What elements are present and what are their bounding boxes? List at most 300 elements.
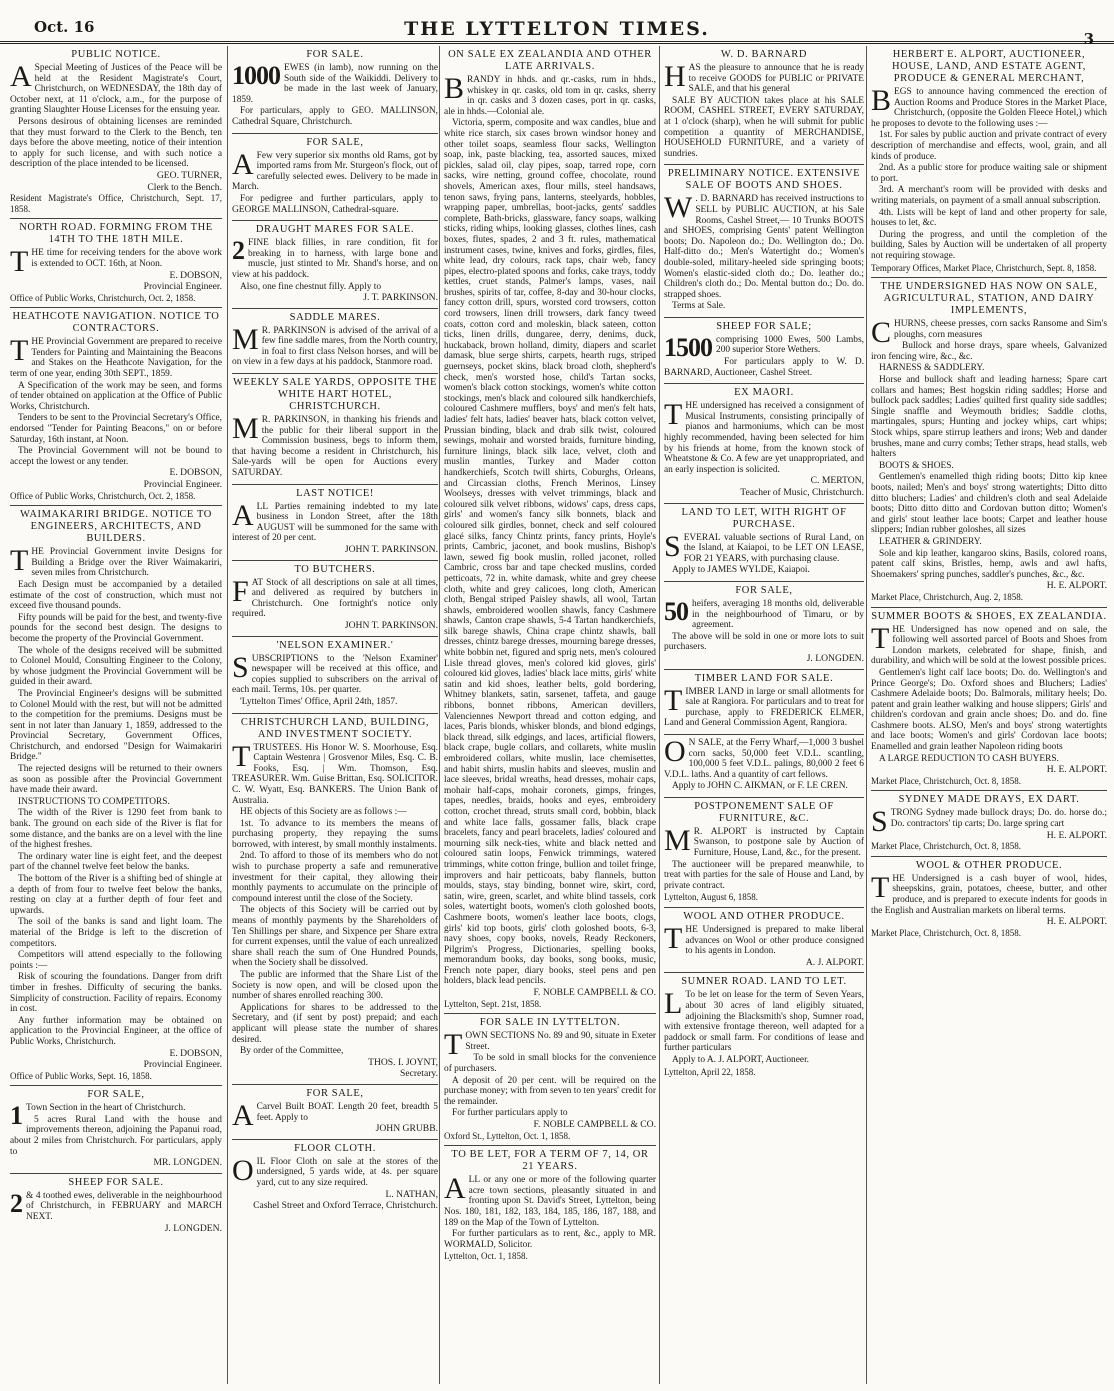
paragraph-text: heifers, averaging 18 months old, deliverable in the neighbourhood of Timaru, or by agreement. [692, 598, 864, 631]
advertiser-signature: L. NATHAN, [385, 1188, 438, 1200]
advertisement-heading: SHEEP FOR SALE; [716, 320, 812, 332]
advertisement-heading: FOR SALE. [306, 49, 364, 60]
advertisement-paragraph: For particulars, apply to GEO. MALLINSON, Cathedral Square, Christchurch. [232, 106, 438, 127]
advertisement [664, 46, 864, 165]
advertisement-body [664, 398, 864, 475]
drop-capital: A [232, 1098, 254, 1132]
advertisement-paragraph: A LARGE REDUCTION TO CASH BUYERS. [879, 753, 1059, 764]
paragraph-text: HURNS, cheese presses, corn sacks Ransome and Sim's ploughs, corn measures [894, 319, 1107, 340]
advertisement-paragraph: Applications for shares to be addressed to the Secretary, and (if sent by post) prepaid; and each applicant will please state the number of shares desired. [232, 1002, 438, 1045]
advertisement-heading: WEEKLY SALE YARDS, OPPOSITE THE WHITE HART HOTEL, CHRISTCHURCH. [232, 377, 438, 413]
paragraph-text: TRUSTEES. His Honor W. S. Moorhouse, Esq. Captain Westenra | Grosvenor Miles, Esq. C. B. Fooks, Esq. | Wm. Thomson, Esq. TREASURER. Wm. Guise Brittan, Esq. SOLICITOR. C. W. Wyatt, Esq. BANKERS. The Union Bank of Australia. [232, 742, 438, 806]
drop-capital: M [664, 823, 691, 857]
advertisement [10, 1174, 222, 1238]
advertisement-heading: FOR SALE, [87, 1089, 145, 1101]
advertisement-paragraph: Apply to JAMES WYLDE, Kaiapoi. [672, 565, 810, 576]
advertisement [232, 309, 438, 374]
drop-capital: 2 [10, 1188, 22, 1218]
advertisement-heading: TO BUTCHERS. [294, 563, 376, 575]
advertisement-body [871, 870, 1107, 916]
paragraph-text: comprising 1000 Ewes, 500 Lambs, 200 superior Store Wethers. [716, 334, 864, 356]
advertisement-heading: FOR SALE, [306, 136, 364, 148]
advertisement-paragraph: SALE BY AUCTION takes place at his SALE ROOM, CASHEL STREET, EVERY SATURDAY, at 1 o'clock (sharp), when he will submit for public competition a quantity of MERCHANDISE, HOUSEHOLD FURNITURE, and a variety of sundries. [664, 95, 864, 159]
dateline: Office of Public Works, Christchurch, Oct. 2, 1858. [10, 292, 196, 303]
advertisement-paragraph: To be sold in small blocks for the convenience of purchasers. [444, 1053, 656, 1075]
advertisement-paragraph [444, 72, 656, 117]
advertiser-signature: JOHN GRUBB. [375, 1123, 438, 1135]
dateline: Market Place, Christchurch, Oct. 8, 1858. [871, 841, 1021, 852]
paragraph-text: R. PARKINSON, in thanking his friends and the public for their liberal support in the Commission business, begs to inform them, that having become a resident in Christchurch, his Sale-yards will be open for Auctions every SATURDAY. [232, 415, 438, 479]
advertiser-signature: C. MERTON, [810, 475, 864, 487]
advertisement-paragraph [232, 574, 438, 620]
drop-capital: T [10, 544, 29, 578]
advertisement-heading: THE UNDERSIGNED HAS NOW ON SALE, AGRICULTURAL, STATION, AND DAIRY IMPLEMENTS, [880, 281, 1098, 317]
advertisement-paragraph [444, 1028, 656, 1062]
advertisement-heading: CHRISTCHURCH LAND, BUILDING, AND INVESTMENT SOCIETY. [240, 716, 430, 740]
paragraph-text: EVERAL valuable sections of Rural Land, on the Island, at Kaiapoi, to be LET ON LEASE, FOR 21 YEARS, with purchasing clause. [683, 532, 864, 564]
paragraph-text: HE Undersigned is prepared to make liberal advances on Wool or other produce consigned to his agents in London. [685, 925, 864, 957]
advertisement-paragraph: 'Lyttelton Times' Office, April 24th, 1857. [240, 696, 398, 707]
drop-capital: O [664, 734, 686, 768]
advertisement-heading: PRELIMINARY NOTICE. EXTENSIVE SALE OF BOOTS AND SHOES. [667, 168, 861, 192]
advertisement-paragraph [232, 147, 438, 193]
dateline: Office of Public Works, Christchurch, Oct. 2, 1858. [10, 490, 196, 501]
advertisement-paragraph: Victoria, sperm, composite and wax candles, blue and white rice starch, six cases brown windsor honey and other toilet soaps, seamless flour sacks, Wellington soap, ink, paste blacking, tea, assorted sauces, mixed pickles, salad oil, clay pipes, soap, tarred rope, corn sacks, wire netting, ground coffee, chocolate, round shovels, American axes, flour mills, steel handsaws, tenon saws, frying pans, lanterns, steelyards, hobbles, wrapping paper, umbrellas, boot-jacks, gents' saddles complete, Bath-bricks, glassware, fancy soaps, walking sticks, riding whips, looking glasses, clothes lines, cash boxes, flutes, spades, 2 and 3 ft. rules, mathematical instrument cases, twine, knives and forks, girdles, files, white lead, dry colours, rack taps, chair web, fancy pipes, electro-plated spoons and forks, cake trays, toddy kettles, cruet stands, Palmer's lamps, vases, nail brushes, spirits of tar, coffee, 8-day and 30-hour clocks, fancy cotton drill, spurs, worsted cord trowsers, cotton cord trowsers, linen drill trowsers, dark fancy tweed coats, cotton cord and moleskin, black sateen, cotton ticks, linen drills, dungaree, derry, denims, duck, huckaback, brown holland, dimity, diapers and scarlet damask, blue serge shirts, carpets, hearth rugs, striped guernseys, pocket skins, black broad cloth, shepherd's check, men's worsted hose, child's Tartan socks, women's black cotton stockings, women's white cotton stockings, men's black and coloured silk handkerchiefs, coloured Cashmere mufflers, boys' and men's felt hats, ladies' felt hats, ladies' beaver hats, black cotton velvet, Prussian binding, black and drab silk twist, coloured sewings, mohair and worsted braids, furniture binding, furniture linings, black silk lace, velvet, cloth and muslin mantles, Turkey and Mader cotton handkerchiefs, Scotch twill shirts, Coburghs, Orleans, and Circassian cloths, French Merinos, Linsey Woolseys, dresses with velvet trimmings, black and coloured silk velvet ribbons, widows' caps, dress caps, girls' and women's fancy silk bonnets, black and coloured silk girdles, bonnet, check and self coloured glacé silks, fancy Chintz prints, fancy prints, Hoyle's prints, Cambric, jaconet, and book muslins, Bishop's lawn, sewed fig book muslin, rolled jaconet, rolled Cambric, cross bar and tape checked muslins, corded petticoats, 72 in. white damask, white and grey cheese cloth, white and grey calicoes, long cloth, American cloth, Bengal striped Paisley shawls, all wool, Tartan shawls, embroidered woollen shawls, fancy Cashmere shawls, Canton crape shawls, 5-4 Tartan handkerchiefs, silk barege shawls, China crape chintz shawls, ball dresses, chintz barege dresses, mourning barege dresses, white bobbin net, figured and sprig nets, men's coloured Lisle thread gloves, men's colored kid gloves, girls' coloured kid gloves, ladies' black lace mitts, girls' white satin and kid shoes, leather belts, gold bordering, Whitney blankets, satin, sarsenet, taffeta, and gauge ribbons, bonnet ribbons, American devillers, Valenciennes Newport thread and cotton edging, and laces, Paris blonds, whisker blonds, and blond edgings, black thread, silk edgings, and laces, artificial flowers, black crape, bugle collars, and collarets, white muslin embroidered collars, white muslin, lace chemisettes, and habit shirts, muslin habits and sleeves, muslin and lace sleeves, bridal wreaths, head dresses, mohair caps, mohair half-caps, mohair coronets, gimps, fringes, tapes, needles, braids, hooks and eyes, embroidery cotton, crochet thread, struts small cord, bobbin, black and white lace falls, gossamer falls, black crape bracelets, fancy and pearl bracelets, ladies' coloured and mourning silk neck-ties, white and black netted and coloured satin loops, Fenwick trimmings, watered trimmings, white cotton fringe, bullion and toilet fringe, improvers and hair petticoats, baby flannels, button moulds, stays, stay binding, bonnet wire, skirt, cord, satin, wire, green, scarlet, and white blind tassels, cork soles, watertight boots, women's cloth goloshed boots, Cashmere boots, women's leather lace boots, clogs, girls' kid top boots, girls' cloth goloshed boots, 6-3, navy shoes, copy books, novels, Ready Reckoners, Pilgrim's Progress, Dictionaries, spelling books, memorandum books, day books, song books, music, French note paper, diary books, steel pens and pen holders, black lead pencils. [444, 118, 656, 987]
advertisement-paragraph: 2nd. To afford to those of its members who do not wish to purchase property a safe and remunerative investment for their capital, they allowing their monthly payments to accumulate on the principle of compound interest until the close of the Society. [232, 851, 438, 904]
advertisement-heading: FOR SALE IN LYTTELTON. [479, 1017, 621, 1029]
dateline: Lyttelton, Sept. 21st, 1858. [444, 998, 542, 1009]
advertisement-paragraph: The auctioneer will be prepared meanwhile, to treat with parties for the sale of House and Land, by private contract. [664, 859, 864, 891]
advertisement-paragraph [232, 498, 438, 544]
drop-capital: T [664, 683, 683, 717]
advertisement-paragraph: Bullock and horse drays, spare wheels, Galvanized iron fencing wire, &c., &c. [871, 341, 1107, 362]
paragraph-text: Few very superior six months old Rams, got by imported rams from Mr. Sturgeon's flock, out of carefully selected ewes. Delivery to be made in March. [232, 150, 438, 193]
paragraph-text: TRONG Sydney made bullock drays; Do. do. horse do.; Do. contractors' tip carts; Do. large spring cart [890, 808, 1107, 830]
advertisement-body [664, 529, 864, 576]
advertisement-body [664, 683, 864, 729]
advertisement [664, 798, 864, 908]
advertisement-body [232, 739, 438, 1057]
paragraph-text: HE undersigned has received a consignment of Musical Instruments, consisting principally of pianos and harmoniums, which can be most highly recommended, having been selected for him by his friends at home, from the known stock of Wheatstone & Co. A few are yet unappropriated, and an early inspection is solicited. [664, 401, 864, 475]
advertisement [664, 384, 864, 503]
drop-capital: 1000 [232, 61, 280, 90]
advertisement-heading: HEATHCOTE NAVIGATION. NOTICE TO CONTRACTORS. [12, 311, 220, 335]
paragraph-text: R. PARKINSON is advised of the arrival of a few fine saddle mares, from the North country, in foal to first class Nelson horses, and will be on view in a few days at his paddock, Stanmore road. [232, 325, 438, 368]
advertisement-paragraph: 5 acres Rural Land with the house and improvements thereon, adjoining the Papanui road, about 2 miles from Christchurch. For particulars, apply to [10, 1114, 222, 1157]
dateline: Market Place, Christchurch, Oct. 8, 1858. [871, 775, 1021, 786]
advertisement [232, 221, 438, 309]
advertiser-signature: H. E. ALPORT. [1046, 580, 1107, 592]
advertisement-paragraph: BOOTS & SHOES. [879, 460, 954, 471]
advertisement-paragraph [232, 238, 438, 280]
advertisement-paragraph: 1st. To advance to its members the means of purchasing property, they repaying the sums borrowed, with interest, by small monthly instalments. [232, 818, 438, 850]
dateline: Oxford St., Lyttelton, Oct. 1, 1858. [444, 1130, 571, 1141]
advertisement-paragraph: Each Design must be accompanied by a detailed estimate of the cost of construction, which must not exceed five thousand pounds. [10, 579, 222, 612]
advertisement-paragraph: Competitors will attend especially to the following points :— [10, 950, 222, 971]
advertisement-heading: LAND TO LET, WITH RIGHT OF PURCHASE. [681, 506, 847, 530]
advertisement-paragraph: Gentlemen's light calf lace boots; Do. do. Wellington's and Prince George's; Do. Oxford shoes and Bluchers; Ladies' Cashmere Adelaide boots; Do. Balmorals, military heels; Do. patent and grain leather walking and house slippers; Girls' and children's cordovan and grain ancle shoes; Do. and do. fine Cashmere boots. ALSO, Men's and boys' strong watertights and lace boots; Women's and girls' Cordovan lace boots; Enamelled and grain leather Napoleon riding boots [871, 667, 1107, 753]
column-4 [659, 46, 868, 1384]
advertisement-body [232, 238, 438, 292]
advertiser-signature: H. E. ALPORT. [1046, 916, 1107, 928]
advertisement-body [232, 147, 438, 216]
advertisement-paragraph: Any further information may be obtained on application to the Provincial Engineer, at the office of Public Works, Christchurch. [10, 1015, 222, 1047]
advertisement-paragraph: HARNESS & SADDLERY. [879, 363, 985, 374]
dateline: Lyttelton, Oct. 1, 1858. [444, 1251, 528, 1262]
drop-capital: 2 [232, 236, 244, 266]
advertiser-signature: H. E. ALPORT. [1046, 764, 1107, 776]
advertisement-paragraph: For further particulars as to rent, &c., apply to MR. WORMALD, Solicitor. [444, 1229, 656, 1250]
advertisement-paragraph: Sole and kip leather, kangaroo skins, Basils, colored roans, patent calf skins, Bristles, hemp, awls and awl hafts, Shoemakers' spring punches, saddler's punches, &c., &c. [871, 548, 1107, 580]
drop-capital: A [232, 498, 254, 532]
advertisement [10, 46, 222, 219]
paragraph-text: HE Provincial Government are prepared to receive Tenders for Painting and Maintaining the Beacons and Stakes on the Heathcote Navigation, for the term of one year, ending 30th SEPT., 1859. [10, 337, 222, 380]
advertisement-heading: EX MAORI. [734, 387, 794, 399]
drop-capital: M [232, 322, 259, 356]
advertisement [232, 637, 438, 714]
paragraph-text: HE Undersigned has now opened and on sale, the following well assorted parcel of Boots and Shoes from London markets, celebrated for shape, finish, and durability, and which will be sold at the lowest possible prices. [871, 624, 1107, 667]
advertiser-signature: Provincial Engineer. [143, 479, 222, 490]
advertisement-body [444, 1172, 656, 1250]
advertisement [444, 1014, 656, 1146]
advertisement-heading: TIMBER LAND FOR SALE. [694, 672, 834, 684]
advertisement-heading: 'NELSON EXAMINER.' [276, 639, 394, 651]
paragraph-text: LL Parties remaining indebted to my late business in London Street, after the 18th AUGUST will be summoned for the same with interest of 20 per cent. [232, 501, 438, 544]
advertiser-signature: F. NOBLE CAMPBELL & CO. [533, 1119, 656, 1130]
paragraph-text: Carvel Built BOAT. Length 20 feet, breadth 5 feet. Apply to [256, 1101, 438, 1123]
advertisement-body [664, 922, 864, 957]
column-5 [866, 46, 1111, 1384]
advertisement-paragraph [444, 1172, 656, 1228]
advertisement-paragraph: The public are informed that the Share List of the Society is now open, and will be closed upon the number of shares enrolled reaching 300. [232, 970, 438, 1002]
masthead [0, 0, 1114, 48]
advertisement [871, 46, 1107, 278]
advertisement-paragraph: Tenders to be sent to the Provincial Secretary's Office, endorsed "Tender for Painting Beacons," on or before Saturday, 16th instant, at Noon. [10, 413, 222, 445]
advertisement-paragraph: The bottom of the River is a shifting bed of shingle at a depth of from four to twelve feet below the banks, resting on clay at a further depth of four feet and upwards. [10, 874, 222, 916]
advertisement-paragraph [664, 332, 864, 362]
advertisement [232, 374, 438, 485]
advertisement [232, 46, 438, 134]
drop-capital: A [10, 60, 32, 93]
advertisement-heading: SUMMER BOOTS & SHOES, EX ZEALANDIA. [871, 610, 1107, 622]
advertisement-body [232, 574, 438, 620]
advertisement-paragraph: By order of the Committee, [240, 1046, 344, 1057]
advertiser-signature: JOHN T. PARKINSON. [344, 544, 438, 555]
advertisement-paragraph [232, 412, 438, 479]
advertisement [664, 670, 864, 735]
advertisement-paragraph [664, 60, 864, 95]
advertisement-paragraph [664, 683, 864, 729]
paragraph-text: R. ALPORT is instructed by Captain Swanson, to postpone sale by Auction of Furniture, House, Land, &c., for the present. [693, 826, 864, 859]
paragraph-text: To be let on lease for the term of Seven Years, about 30 acres of land eligibly situated, adjoining the Blacksmith's shop, Sumner road, with extensive frontage thereon, well adapted for a paddock or small farm. For conditions of lease and further particulars [664, 990, 864, 1054]
drop-capital: H [664, 60, 686, 93]
advertisement-paragraph [664, 922, 864, 957]
advertisement-paragraph: 1st. For sales by public auction and private contract of every description of merchandise and effects, wool, grain, and all kinds of produce. [871, 130, 1107, 162]
advertiser-signature: Cashel Street and Oxford Terrace, Christchurch. [253, 1200, 438, 1212]
advertisement [232, 561, 438, 637]
advertisement-paragraph: For particulars apply to W. D. BARNARD, Auctioneer, Cashel Street. [664, 357, 864, 378]
advertiser-signature: Teacher of Music, Christchurch. [740, 487, 864, 498]
advertisement [232, 1085, 438, 1140]
advertisement-body [664, 734, 864, 792]
advertisement-body [10, 1103, 222, 1157]
paragraph-text: EGS to announce having commenced the erection of Auction Rooms and Produce Stores in the Market Place, Christchurch, (opposite the Golden Fleece Hotel,) which he proposes to devote to the following uses :— [871, 87, 1107, 129]
advertisement-paragraph: For further particulars apply to [452, 1108, 568, 1119]
advertisement-paragraph: The rejected designs will be returned to their owners as soon as possible after the Provincial Government have made their award. [10, 764, 222, 796]
advertisement-body [232, 322, 438, 368]
advertisement-paragraph: 4th. Lists will be kept of land and other property for sale, houses to let, &c. [871, 207, 1107, 229]
advertisement-paragraph [10, 334, 222, 380]
drop-capital: S [871, 805, 888, 839]
advertisement-heading: WOOL & OTHER PRODUCE. [915, 859, 1063, 871]
advertisement-paragraph: Fifty pounds will be paid for the best, and twenty-five pounds for the second best design. The designs to become the property of the Provincial Government. [10, 612, 222, 644]
advertisement [871, 608, 1107, 792]
advertisement-body [10, 334, 222, 467]
advertisement-paragraph: Horse and bullock shaft and leading harness; Spare cart collars and hames; Best hogskin riding saddles; Horse and bullock pack saddles; Ladies' quilted first quality side saddles; Single snaffle and Weymouth bridles; Saddle cloths, martingales, spurs; Hunting and jockey whips, cart whips; Stock whips, spare stirrup leathers and irons; Web and dander brushes, mane and curry combs; Tether straps, head stalls, web halters [871, 375, 1107, 460]
advertiser-signature: J. T. PARKINSON. [363, 292, 438, 304]
advertisement [232, 485, 438, 561]
dateline: Lyttelton, April 22, 1858. [664, 1066, 756, 1077]
paragraph-text: AS the pleasure to announce that he is ready to receive GOODS for PUBLIC or PRIVATE SALE, and that his general [688, 63, 864, 95]
paragraph-text: HE Provincial Government invite Designs for Building a Bridge over the River Waimakariri, seven miles from Christchurch. [31, 547, 222, 579]
advertisement [444, 1146, 656, 1266]
advertisement-paragraph: Risk of scouring the foundations. Danger from drift timber in freshes. Difficulty of securing the banks. Simplicity of construction. Facility of repairs. Economy in cost. [10, 972, 222, 1015]
column-2 [227, 46, 442, 1384]
advertisement [664, 504, 864, 582]
advertisement-paragraph [664, 191, 864, 300]
advertisement-paragraph [10, 60, 222, 116]
advertisement-heading: DRAUGHT MARES FOR SALE. [255, 224, 415, 236]
paragraph-text: & 4 toothed ewes, deliverable in the neighbourhood of Christchurch, in FEBRUARY and MARCH NEXT. [26, 1190, 222, 1223]
drop-capital: S [664, 529, 681, 563]
advertisement-heading: WAIMAKARIRI BRIDGE. NOTICE TO ENGINEERS, ARCHITECTS, AND BUILDERS. [19, 509, 212, 545]
paragraph-text: N SALE, at the Ferry Wharf,—1,000 3 bushel corn sacks, 50,000 feet V.D.L. scantling, 100,000 5 feet V.D.L. palings, 80,000 2 feet 6 V.D.L. laths. And a quantity of cart fellows. [664, 737, 864, 780]
dateline: Market Place, Christchurch, Aug. 2, 1858. [871, 591, 1023, 602]
drop-capital: A [444, 1172, 466, 1206]
drop-capital: T [664, 398, 683, 432]
advertisement-heading: TO BE LET, FOR A TERM OF 7, 14, OR 21 YEARS. [451, 1149, 649, 1173]
advertisement-body [871, 621, 1107, 765]
advertisement-body [444, 72, 656, 987]
advertisement [664, 165, 864, 318]
advertisement-paragraph: Apply to JOHN C. AIKMAN, or F. LE CREN. [672, 781, 848, 792]
dateline: Temporary Offices, Market Place, Christchurch, Sept. 8, 1858. [871, 262, 1097, 273]
advertisement [664, 973, 864, 1081]
advertisement-body [444, 1028, 656, 1119]
advertiser-signature: MR. LONGDEN. [153, 1157, 222, 1169]
advertisement-heading: FLOOR CLOTH. [294, 1142, 376, 1154]
drop-capital: T [232, 739, 251, 773]
paragraph-text: HE time for receiving tenders for the above work is extended to OCT. 16th, at Noon. [31, 248, 222, 269]
advertiser-signature: J. LONGDEN. [806, 652, 864, 664]
dateline: Market Place, Christchurch, Oct. 8, 1858. [871, 927, 1021, 938]
paragraph-text: HE Undersigned is a cash buyer of wool, hides, sheepskins, grain, potatoes, cheese, butter, and other produce, and is prepared to execute indents for goods in the English and Australian markets on liberal terms. [871, 873, 1107, 916]
advertisement-body [871, 316, 1107, 580]
advertisement-body [10, 544, 222, 1047]
advertisement-body [232, 1153, 438, 1189]
advertisement-heading: POSTPONEMENT SALE OF FURNITURE, &C. [694, 800, 834, 824]
paragraph-text: LL or any one or more of the following quarter acre town sections, pleasantly situated in and fronting upon St. David's Street, Lyttelton, being Nos. 180, 181, 182, 183, 184, 185, 186, 187, 188, and 189 on the Map of the Town of Lyttelton. [444, 1175, 656, 1228]
paragraph-text: . D. BARNARD has received instructions to SELL by PUBLIC AUCTION, at his Sale Rooms, Cashel Street,— 10 Trunks BOOTS and SHOES, comprising Gents' patent Wellington boots; Do. Napoleon do.; Do. Wellington do.; Do. Half-ditto do.; Men's Watertight do.; Women's double-soled, military-heeled side springing boots; Women's elastic-sided cloth do.; Do. leather do.; Children's cloth do.; Do. Mental button do.; Do. do. strapped shoes. [664, 194, 864, 300]
drop-capital: B [444, 72, 465, 105]
advertisement-paragraph: A Specification of the work may be seen, and forms of tender obtained on application at the Office of Public Works, Christchurch. [10, 380, 222, 412]
newspaper-title: THE LYTTELTON TIMES. [404, 18, 710, 40]
advertisement-paragraph: Also, one fine chestnut filly. Apply to [240, 281, 382, 292]
advertisement-paragraph [664, 987, 864, 1054]
drop-capital: B [871, 84, 892, 117]
dateline: Office of Public Works, Sept. 16, 1858. [10, 1070, 152, 1081]
paragraph-text: Special Meeting of Justices of the Peace will be held at the Resident Magistrate's Court, Christchurch, on WEDNESDAY, the 18th day of October next, at 11 o'clock, a.m., for the purpose of granting Slaughter House Licenses for the ensuing year. [10, 63, 222, 116]
advertisement-paragraph [664, 529, 864, 565]
advertisement-body [10, 60, 222, 170]
advertiser-signature: THOS. I. JOYNT, [368, 1056, 438, 1068]
advertiser-signature: E. DOBSON, [169, 1047, 222, 1059]
advertisement-paragraph: During the progress, and until the completion of the building, Sales by Auction will be undertaken of all property not requiring stowage. [871, 229, 1107, 261]
advertiser-signature: F. NOBLE CAMPBELL & CO. [533, 987, 656, 999]
advertisement [871, 791, 1107, 856]
advertisement-paragraph: For pedigree and further particulars, apply to GEORGE MALLINSON, Cathedral-square. [232, 193, 438, 215]
drop-capital: 1 [10, 1101, 22, 1131]
advertisement-paragraph: 3rd. A merchant's room will be provided with desks and writing materials, on payment of a small annual subscription. [871, 185, 1107, 206]
advertisement-paragraph [232, 63, 438, 105]
advertiser-signature: Secretary. [400, 1068, 438, 1080]
advertisement-paragraph [871, 84, 1107, 129]
advertisement-body [232, 498, 438, 544]
drop-capital: T [871, 621, 890, 655]
advertisement [871, 857, 1107, 943]
advertisement-paragraph: The width of the River is 1290 feet from bank to bank. The ground on each side of the River is flat for some distance, and the banks are on a level with the line of the highest freshes. [10, 808, 222, 851]
advertisement-heading: SHEEP FOR SALE. [68, 1176, 164, 1188]
advertisement-heading: FOR SALE, [306, 1087, 364, 1099]
paragraph-text: EWES (in lamb), now running on the South side of the Waikiddi. Delivery to be made in the last week of January, 1859. [232, 63, 438, 105]
paragraph-text: IL Floor Cloth on sale at the stores of the undersigned, 5 yards wide, at 4s. per square yard, cut to any size required. [256, 1156, 438, 1188]
advertisement-paragraph: Persons desirous of obtaining licenses are reminded that they must forward to the Clerk to the Bench, ten days before the above meeting, notice of their intention to apply for such license, and with such notice a description of the place intended to be licensed. [10, 116, 222, 170]
advertisement-paragraph: 2nd. As a public store for produce waiting sale or shipment to port. [871, 163, 1107, 184]
advertisement-paragraph: The whole of the designs received will be submitted to Colonel Mould, Consulting Engineer to the Colony, by whose judgment the Provincial Government will be guided in their award. [10, 645, 222, 688]
advertisement [232, 134, 438, 222]
advertisement-heading: FOR SALE, [735, 584, 793, 596]
advertiser-signature: E. DOBSON, [169, 467, 222, 479]
drop-capital: T [10, 334, 29, 368]
advertisement-paragraph: The objects of this Society will be carried out by means of monthly payments by the Shareholders of Ten Shillings per share, and Sixpence per Share extra for current expenses, until the value of each unrealized share shall reach the sum of One Hundred Pounds, when the Society shall be dissolved. [232, 905, 438, 969]
drop-capital: 1500 [664, 332, 712, 362]
drop-capital: M [232, 412, 259, 446]
drop-capital: O [232, 1153, 254, 1187]
advertisement-heading: LAST NOTICE! [296, 487, 374, 499]
advertisement-heading: SUMNER ROAD. LAND TO LET. [681, 976, 847, 988]
advertisement-heading: PUBLIC NOTICE. [71, 49, 161, 60]
advertisement-paragraph: The above will be sold in one or more lots to suit purchasers. [664, 631, 864, 653]
advertiser-signature: Provincial Engineer. [143, 1059, 222, 1071]
drop-capital: T [664, 922, 683, 956]
column-1 [10, 46, 226, 1384]
drop-capital: C [871, 316, 892, 350]
advertisement-body [664, 596, 864, 653]
drop-capital: W [664, 191, 693, 225]
advertisement [10, 308, 222, 506]
advertisement-paragraph: Apply to A. J. ALPORT, Auctioneer. [672, 1054, 810, 1065]
drop-capital: L [664, 987, 683, 1021]
advertisement-paragraph: The Provincial Engineer's designs will be submitted to Colonel Mould with the rest, but will not be admitted to the competition for the premiums. Designs must be sent in not later than January 1, 1859, addressed to the Provincial Secretary, Government Offices, Christchurch, and endorsed "Design for Waimakariri Bridge." [10, 688, 222, 763]
paragraph-text: Town Section in the heart of Christchurch. [26, 1103, 186, 1114]
advertisement [871, 278, 1107, 607]
advertisement-heading: SADDLE MARES. [289, 311, 381, 323]
advertisement-heading: WOOL AND OTHER PRODUCE. [683, 911, 845, 923]
paragraph-text: RANDY in hhds. and qr.-casks, rum in hhds., whiskey in qr. casks, old tom in qr. casks, sherry in qr. casks and 3 dozen cases, port in qr. casks, ale in hhds.—Colonial ale. [444, 75, 656, 117]
advertisement-paragraph [664, 734, 864, 780]
dateline: Lyttelton, August 6, 1858. [664, 892, 759, 903]
advertiser-signature: Provincial Engineer. [143, 281, 222, 293]
advertisement-paragraph [871, 621, 1107, 667]
paragraph-text: OWN SECTIONS No. 89 and 90, situate in Exeter Street. [465, 1031, 656, 1052]
advertisement-paragraph [871, 316, 1107, 350]
advertisement-paragraph [232, 739, 438, 807]
advertisement-heading: SYDNEY MADE DRAYS, EX DART. [898, 794, 1080, 806]
advertisement [10, 1086, 222, 1174]
advertisement-paragraph [664, 596, 864, 631]
advertisement [10, 506, 222, 1086]
advertiser-signature: J. LONGDEN. [164, 1222, 222, 1234]
advertisement-body [664, 60, 864, 159]
drop-capital: T [871, 870, 890, 904]
advertisement-body [10, 1188, 222, 1223]
advertisement-heading: W. D. BARNARD [720, 49, 808, 60]
drop-capital: 50 [664, 596, 688, 626]
advertisement-body [232, 412, 438, 479]
advertisement [664, 735, 864, 798]
drop-capital: T [10, 245, 29, 279]
drop-capital: S [232, 650, 249, 684]
advertiser-signature: A. J. ALPORT. [805, 956, 864, 968]
advertisement-paragraph: A deposit of 20 per cent. will be required on the purchase money; with from seven to ten years' credit for the remainder. [444, 1075, 656, 1107]
advertisement-body [664, 823, 864, 892]
advertisement-heading: HERBERT E. ALPORT, AUCTIONEER, HOUSE, LAND, AND ESTATE AGENT, PRODUCE & GENERAL MERCHANT, [892, 49, 1086, 84]
advertisement-paragraph [232, 1153, 438, 1189]
advertiser-signature: Clerk to the Bench. [147, 181, 222, 193]
advertisement-body [232, 63, 438, 128]
advertisement-paragraph: The ordinary water line is eight feet, and the deepest part of the channel twelve feet below the banks. [10, 851, 222, 873]
advertiser-signature: H. E. ALPORT. [1046, 829, 1107, 841]
advertisement-paragraph [10, 1188, 222, 1223]
advertisement-heading: NORTH ROAD. FORMING FROM THE 14TH TO THE 18TH MILE. [19, 222, 213, 246]
advertisement-paragraph: HE objects of this Society are as follows :— [240, 807, 407, 818]
advertisement-paragraph: LEATHER & GRINDERY. [879, 536, 982, 547]
drop-capital: A [232, 147, 254, 181]
advertisement [10, 219, 222, 308]
paragraph-text: FINE black fillies, in rare condition, fit for breaking in to harness, with large bone and muscle, just stinted to Mr. Shand's horse, and on view at his paddock. [232, 238, 438, 280]
advertisement-paragraph [10, 544, 222, 579]
advertisement-paragraph: Gentlemen's enamelled thigh riding boots; Ditto kip knee boots, nailed; Men's and boys' strong watertights; Ditto ditto ditto bluchers; Ladies' and children's cloth and seal Adelaide boots; Ditto ditto ditto and Cordovan button ditto; Women's and girls' stout leather lace boots; Carpet and leather house slippers; Indian rubber goloshes, all sizes [871, 472, 1107, 536]
issue-date: Oct. 16 [34, 18, 95, 36]
drop-capital: T [444, 1028, 463, 1062]
advertisement-paragraph [664, 823, 864, 859]
column-3 [439, 46, 660, 1384]
advertiser-signature: JOHN T. PARKINSON. [344, 619, 438, 631]
advertisement [664, 908, 864, 973]
advertisement-body [664, 987, 864, 1065]
paragraph-text: IMBER LAND in large or small allotments for sale at Rangiora. For particulars and to treat for purchase, apply to FREDERICK ELMER, Land and General Commission Agent, Rangiora. [664, 686, 864, 729]
paragraph-text: AT Stock of all descriptions on sale at all times, and delivered as required by butchers in Christchurch. One fortnight's notice only required. [232, 577, 438, 620]
advertisement-paragraph [871, 870, 1107, 916]
advertisement [232, 1140, 438, 1216]
advertisement-heading: ON SALE EX ZEALANDIA AND OTHER LATE ARRIVALS. [448, 49, 652, 72]
advertisement-paragraph: Terms at Sale. [672, 301, 726, 312]
advertisement-paragraph [232, 322, 438, 368]
advertiser-signature: E. DOBSON, [169, 269, 222, 281]
page-number: 3 [1083, 30, 1094, 48]
advertisement [664, 582, 864, 670]
paragraph-text: UBSCRIPTIONS to the 'Nelson Examiner' newspaper will be received at this office, and copies supplied to subscribers on the arrival of each mail. Terms, 10s. per quarter. [232, 653, 438, 696]
